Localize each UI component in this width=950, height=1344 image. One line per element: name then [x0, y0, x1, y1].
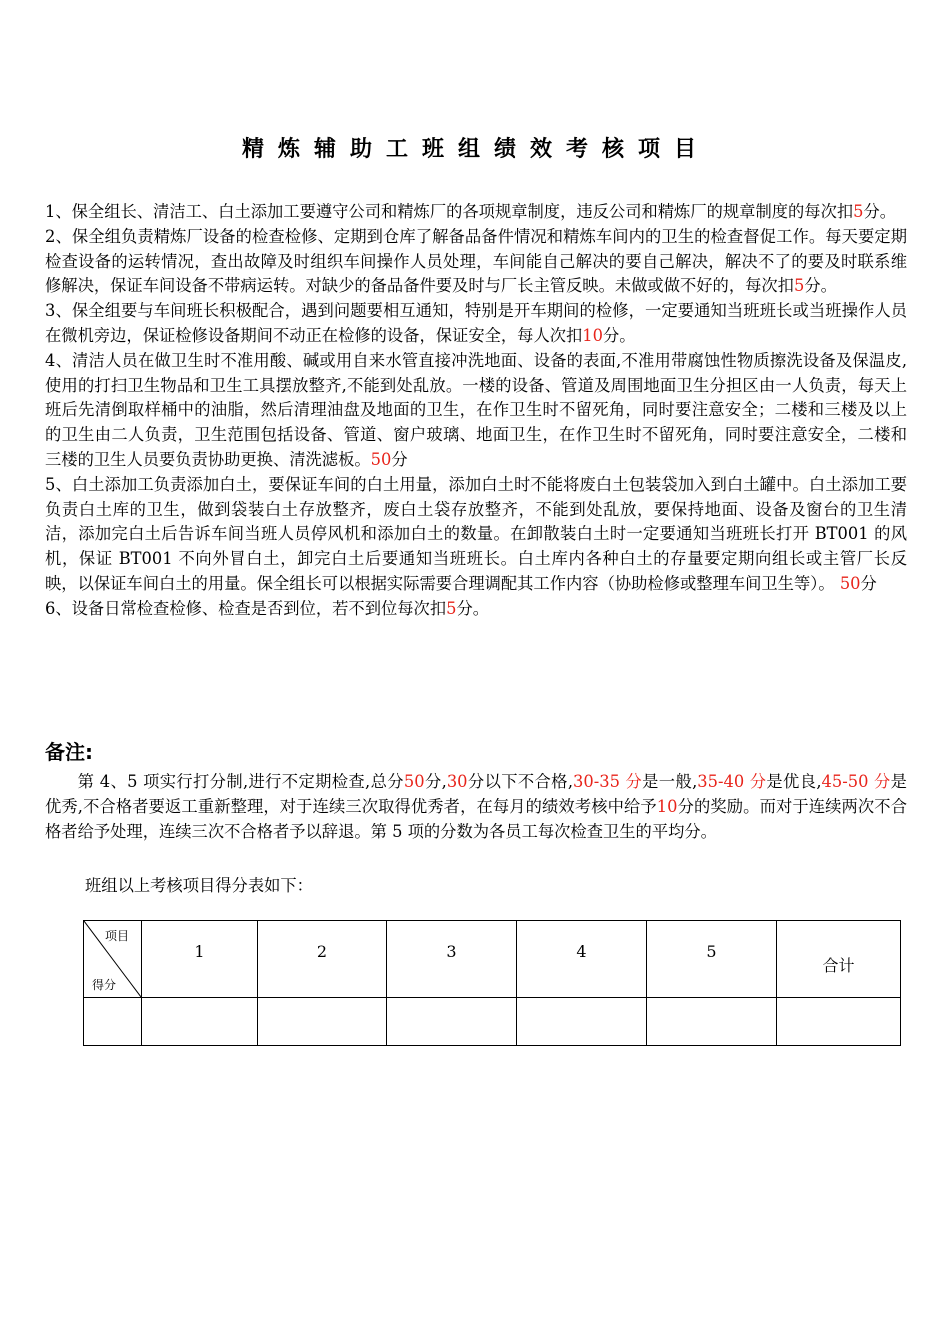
- item-3-suffix: 分。: [603, 325, 636, 345]
- item-1-suffix: 分。: [863, 202, 897, 221]
- page-title: 精炼辅助工班组绩效考核项目: [241, 137, 710, 162]
- item-2-suffix: 分。: [804, 276, 837, 296]
- column-header-1: 1: [142, 921, 258, 998]
- item-5-suffix: 分: [860, 573, 877, 593]
- note-general-range: 30-35 分: [573, 772, 643, 791]
- score-cell-2[interactable]: [258, 998, 387, 1046]
- column-header-total: 合计: [777, 921, 901, 998]
- remark-paragraph: [45, 770, 907, 844]
- column-header-4: 4: [517, 921, 647, 998]
- note-text-7: 分的奖励。而对于连续两次不合格者给予处理，连续三次不合格者予以辞退。第 5 项的分数为各员工每次检查卫生的平均分。: [45, 796, 907, 841]
- item-1-score: 5: [853, 202, 864, 221]
- table-intro: 班组以上考核项目得分表如下：: [85, 876, 313, 895]
- note-excellent-range: 45-50 分: [821, 772, 891, 791]
- column-header-2: 2: [258, 921, 387, 998]
- item-3-score: 10: [582, 325, 604, 345]
- item-5-text: 5、白土添加工负责添加白土，要保证车间的白土用量，添加白土时不能将废白土包装袋加入到白土罐中。白土添加工要负责白土库的卫生，做到袋装白土存放整齐，废白土袋存放整齐，不能到处乱放，要保持地面、设备及窗台的卫生清洁，添加完白土后告诉车间当班人员停风机和添加白土的数量。在卸散装白土时一定要通知当班班长打开 BT001 的风机，保证 BT001 不向外冒白土，卸完白土后要通知当班班长。白土库内各种白土的存量要定期向组长或主管厂长反映，以保证车间白土的用量。保全组长可以根据实际需要合理调配其工作内容（协助检修或整理车间卫生等）。: [45, 474, 907, 593]
- note-good-range: 35-40 分: [697, 772, 767, 791]
- item-4-text: 4、清洁人员在做卫生时不准用酸、碱或用自来水管直接冲洗地面、设备的表面,不准用带腐蚀性物质擦洗设备及保温皮,使用的打扫卫生物品和卫生工具摆放整齐,不能到处乱放。一楼的设备、管道及周围地面卫生分担区由一人负责，每天上班后先清倒取样桶中的油脂，然后清理油盘及地面的卫生，在作卫生时不留死角，同时要注意安全；二楼和三楼及以上的卫生由二人负责，卫生范围包括设备、管道、窗户玻璃、地面卫生，在作卫生时不留死角，同时要注意安全，二楼和三楼的卫生人员要负责协助更换、清洗滤板。: [45, 350, 907, 469]
- assessment-items: [45, 200, 907, 622]
- item-6: [45, 597, 907, 622]
- score-cell-4[interactable]: [517, 998, 647, 1046]
- item-3-text: 3、保全组要与车间班长积极配合，遇到问题要相互通知，特别是开车期间的检修，一定要通知当班班长或当班操作人员在微机旁边，保证检修设备期间不动正在检修的设备，保证安全，每人次扣: [45, 301, 907, 345]
- item-6-text: 6、设备日常检查检修、检查是否到位，若不到位每次扣: [45, 598, 447, 618]
- column-header-5: 5: [647, 921, 777, 998]
- note-fail-score: 30: [446, 772, 468, 791]
- note-text-4: 是一般,: [642, 772, 698, 791]
- item-4: [45, 349, 907, 473]
- item-5: [45, 473, 907, 597]
- note-text-3: 分以下不合格,: [467, 772, 573, 791]
- score-cell-3[interactable]: [387, 998, 517, 1046]
- column-header-3: 3: [387, 921, 517, 998]
- note-total-score: 50: [403, 772, 425, 791]
- corner-cell: [84, 921, 142, 998]
- note-text-2: 分,: [424, 772, 447, 791]
- item-5-score: 50: [839, 573, 861, 593]
- score-table: [83, 920, 901, 1046]
- item-6-suffix: 分。: [456, 598, 490, 618]
- note-text-5: 是优良,: [766, 772, 822, 791]
- score-cell-5[interactable]: [647, 998, 777, 1046]
- score-table-header-row: [84, 921, 901, 998]
- score-cell-1[interactable]: [142, 998, 258, 1046]
- corner-label-item: 项目: [104, 929, 129, 943]
- item-2-text: 2、保全组负责精炼厂设备的检查检修、定期到仓库了解备品备件情况和精炼车间内的卫生的检查督促工作。每天要定期检查设备的运转情况，查出故障及时组织车间操作人员处理，车间能自己解决的要自己解决，解决不了的要及时联系维修解决，保证车间设备不带病运转。对缺少的备品备件要及时与厂长主管反映。未做或做不好的，每次扣: [45, 226, 907, 296]
- item-4-suffix: 分: [391, 449, 408, 469]
- item-2-score: 5: [793, 276, 805, 296]
- item-2: [45, 225, 907, 299]
- note-reward-score: 10: [656, 796, 678, 816]
- item-3: [45, 299, 907, 349]
- item-6-score: 5: [446, 598, 457, 618]
- note-text-6: 是优秀,不合格者要返工重新整理，对于连续三次取得优秀者，在每月的绩效考核中给予: [45, 772, 907, 816]
- note-text-1: 第 4、5 项实行打分制,进行不定期检查,总分: [77, 772, 404, 791]
- score-cell-label[interactable]: [84, 998, 142, 1046]
- item-4-score: 50: [370, 449, 392, 469]
- score-cell-total[interactable]: [777, 998, 901, 1046]
- remark-heading: 备注:: [45, 740, 93, 764]
- score-row: [84, 998, 901, 1046]
- item-1-text: 1、保全组长、清洁工、白土添加工要遵守公司和精炼厂的各项规章制度，违反公司和精炼厂的规章制度的每次扣: [45, 202, 854, 221]
- item-1: [45, 200, 907, 225]
- corner-label-score: 得分: [92, 978, 117, 992]
